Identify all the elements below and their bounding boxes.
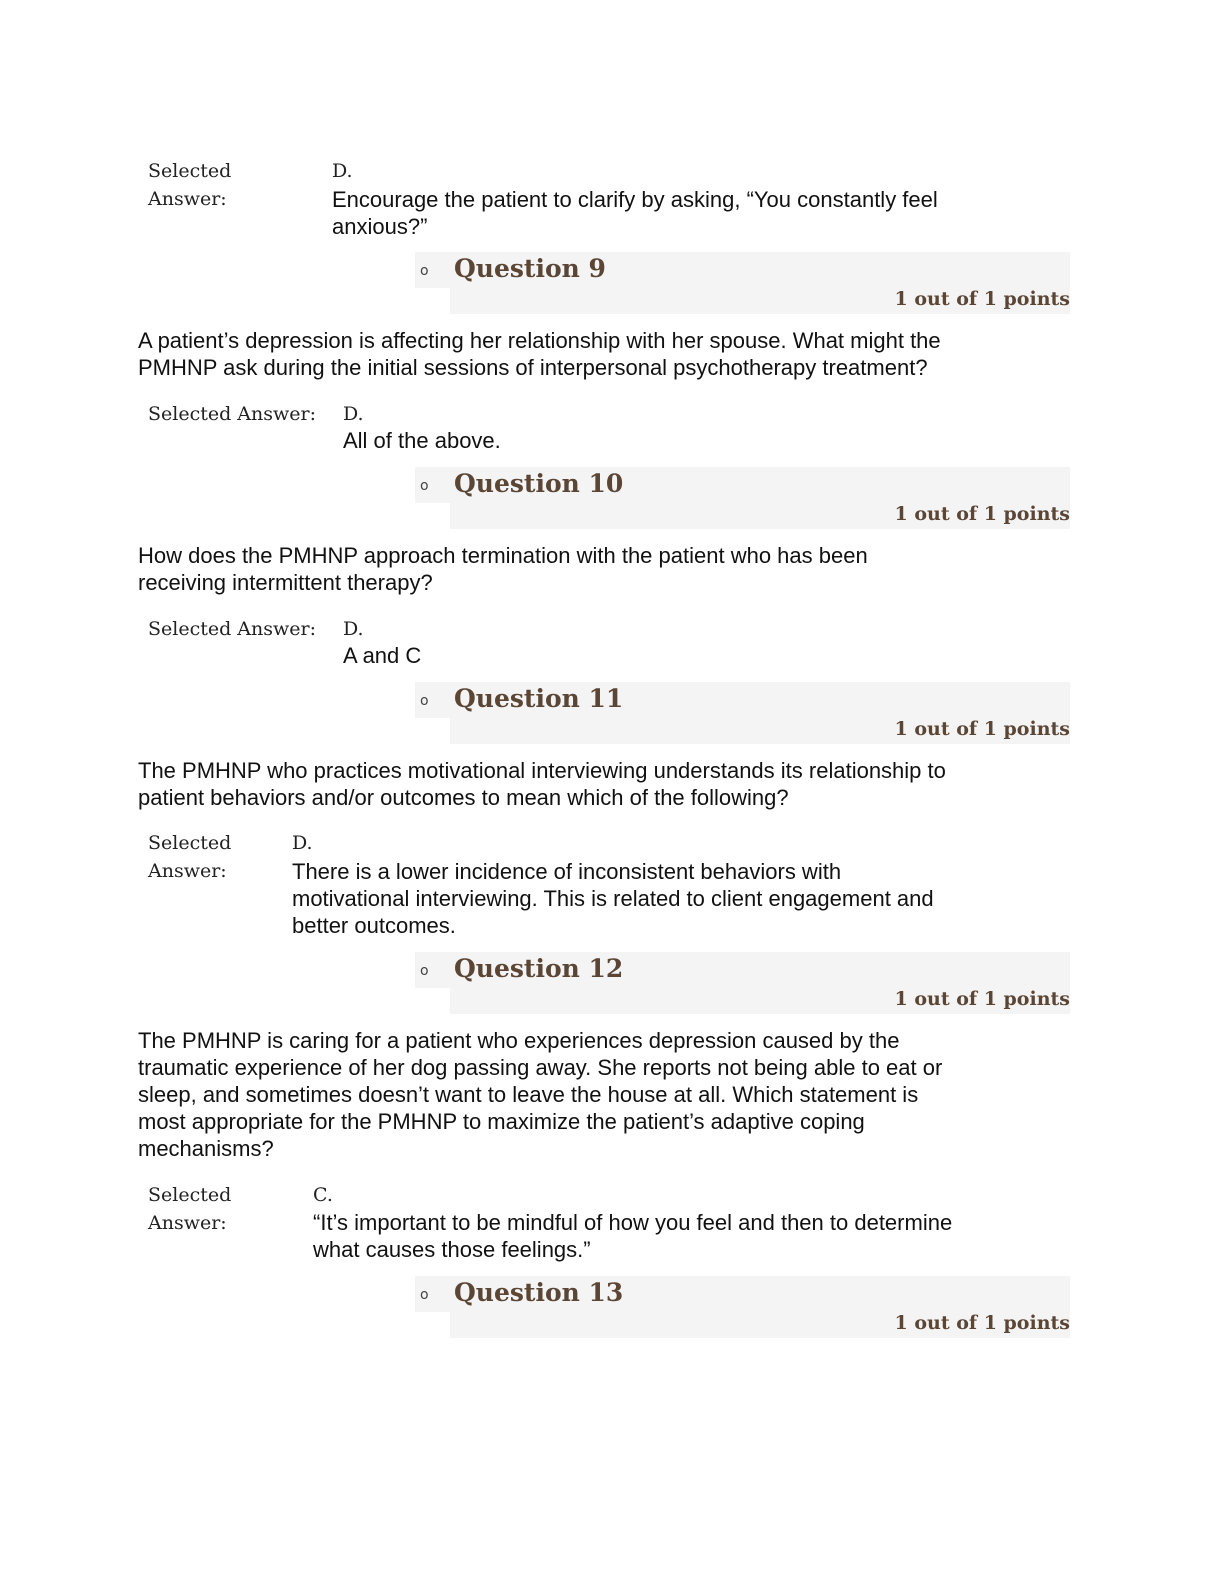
label-line: Answer: [148, 860, 227, 882]
answer-text: A and C [343, 643, 422, 668]
bullet-icon: o [420, 263, 429, 279]
bullet-icon: o [420, 693, 429, 709]
question-prompt [138, 327, 941, 381]
question-header [415, 252, 1070, 314]
answer-letter: D. [332, 160, 353, 182]
question-title: Question 11 [454, 684, 624, 713]
prompt-line: sleep, and sometimes doesn’t want to leave the house at all. Which statement is [138, 1082, 919, 1107]
prompt-line: A patient’s depression is affecting her relationship with her spouse. What might the [138, 328, 941, 353]
bullet-icon: o [420, 963, 429, 979]
question-title: Question 13 [454, 1278, 624, 1307]
question-header [415, 682, 1070, 744]
answer-text [313, 1209, 952, 1263]
bullet-icon: o [420, 1287, 429, 1303]
prompt-line: How does the PMHNP approach termination with the patient who has been [138, 543, 868, 568]
answer-line: “It’s important to be mindful of how you feel and then to determine [313, 1210, 953, 1235]
prompt-line: mechanisms? [138, 1136, 274, 1161]
label-line: Selected [148, 1184, 232, 1206]
selected-answer-label [148, 157, 231, 213]
points-score: 1 out of 1 points [894, 718, 1070, 740]
question-title: Question 12 [454, 954, 624, 983]
selected-answer-label: Selected Answer: [148, 403, 317, 425]
points-score: 1 out of 1 points [894, 988, 1070, 1010]
selected-answer-label: Selected Answer: [148, 618, 317, 640]
answer-line: There is a lower incidence of inconsistent behaviors with [292, 859, 842, 884]
prompt-line: PMHNP ask during the initial sessions of interpersonal psychotherapy treatment? [138, 355, 928, 380]
answer-line: anxious?” [332, 214, 428, 239]
answer-letter: D. [343, 618, 364, 640]
question-header [415, 1276, 1070, 1338]
answer-line: better outcomes. [292, 913, 456, 938]
prompt-line: receiving intermittent therapy? [138, 570, 433, 595]
question-title: Question 10 [454, 469, 624, 498]
answer-line: motivational interviewing. This is related to client engagement and [292, 886, 934, 911]
points-score: 1 out of 1 points [894, 503, 1070, 525]
prompt-line: The PMHNP who practices motivational interviewing understands its relationship to [138, 758, 946, 783]
bullet-icon: o [420, 478, 429, 494]
prompt-line: most appropriate for the PMHNP to maximize the patient’s adaptive coping [138, 1109, 865, 1134]
prompt-line: The PMHNP is caring for a patient who experiences depression caused by the [138, 1028, 900, 1053]
points-score: 1 out of 1 points [894, 288, 1070, 310]
label-line: Answer: [148, 188, 227, 210]
selected-answer-label [148, 829, 231, 885]
answer-text [292, 858, 934, 939]
question-prompt [138, 757, 946, 811]
answer-letter: D. [292, 832, 313, 854]
answer-line: what causes those feelings.” [313, 1237, 591, 1262]
answer-letter: D. [343, 403, 364, 425]
question-prompt [138, 1027, 942, 1162]
question-title: Question 9 [454, 254, 606, 283]
answer-text: All of the above. [343, 428, 501, 453]
prompt-line: patient behaviors and/or outcomes to mean which of the following? [138, 785, 789, 810]
selected-answer-label [148, 1181, 231, 1237]
answer-text [332, 186, 938, 240]
answer-line: Encourage the patient to clarify by asking, “You constantly feel [332, 187, 938, 212]
prompt-line: traumatic experience of her dog passing away. She reports not being able to eat or [138, 1055, 943, 1080]
question-header [415, 952, 1070, 1014]
question-prompt [138, 542, 868, 596]
label-line: Selected [148, 160, 232, 182]
answer-letter: C. [313, 1184, 333, 1206]
label-line: Selected [148, 832, 232, 854]
label-line: Answer: [148, 1212, 227, 1234]
points-score: 1 out of 1 points [894, 1312, 1070, 1334]
question-header [415, 467, 1070, 529]
